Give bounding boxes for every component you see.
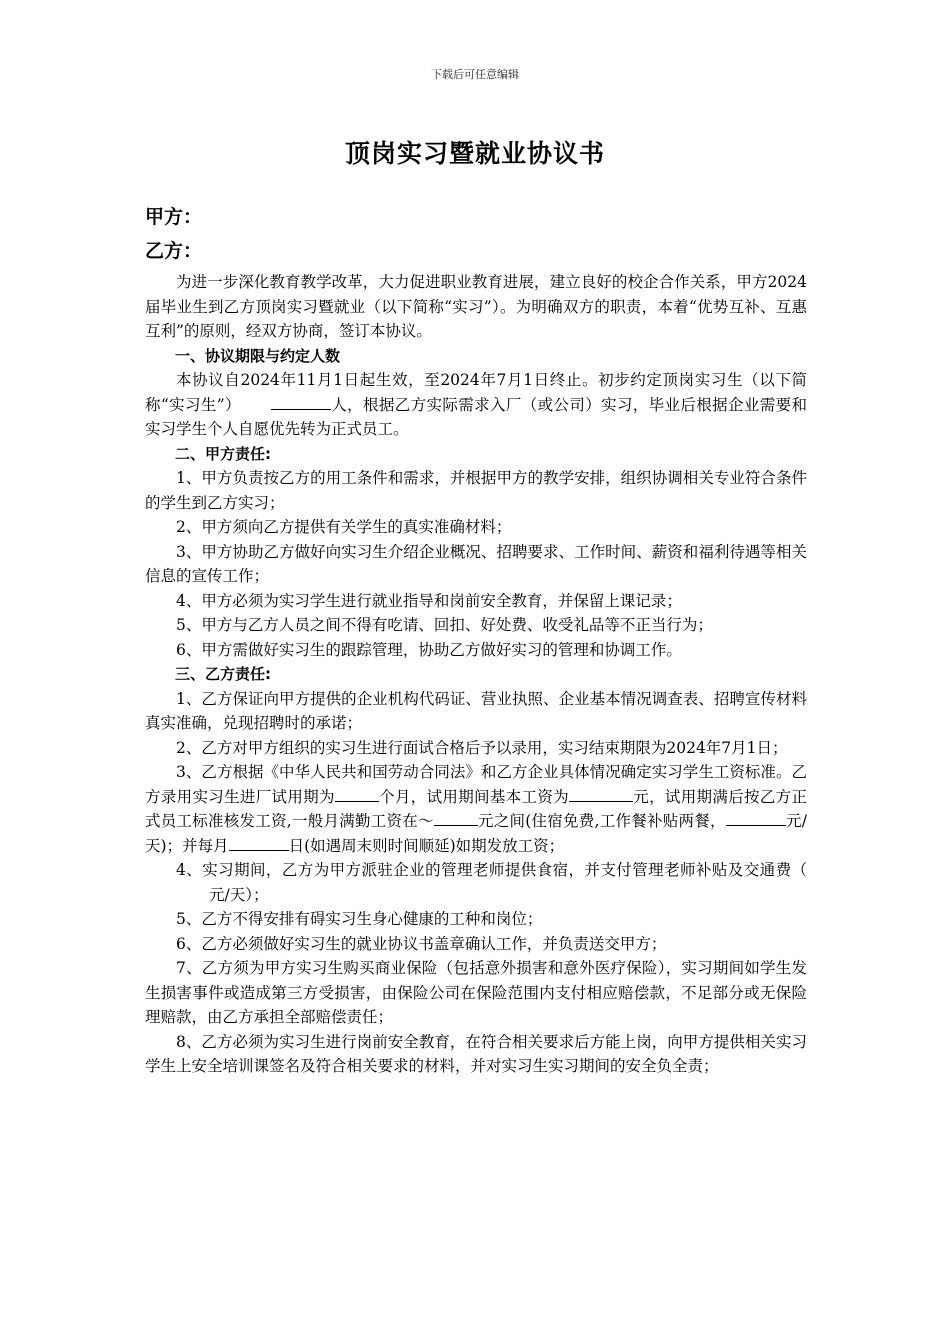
section-2-item-6: 6、甲方需做好实习生的跟踪管理，协助乙方做好实习的管理和协调工作。 [176, 640, 682, 659]
section-3-item-7: 7、乙方须为甲方实习生购买商业保险（包括意外损害和意外医疗保险），实习期间如学生发生损害事件或造成第三方受损害，由保险公司在保险范围内支付相应赔偿款，不足部分或无保险理赔款，由乙方承担全部赔偿责任； [145, 959, 807, 1026]
section-2-item-4: 4、甲方必须为实习学生进行就业指导和岗前安全教育，并保留上课记录； [176, 591, 682, 610]
party-a-label: 甲方： [145, 206, 203, 228]
teacher-text-2: 元/天）； [209, 885, 269, 904]
document-title: 顶岗实习暨就业协议书 [344, 139, 605, 168]
section-3-item-6: 6、乙方必须做好实习生的就业协议书盖章确认工作，并负责送交甲方； [176, 934, 667, 953]
wage-text-6: 日(如遇周末则时间顺延)如期发放工资； [288, 836, 565, 855]
section-2-item-1: 1、甲方负责按乙方的用工条件和需求，并根据甲方的教学安排，组织协调相关专业符合条件的学生到乙方实习； [145, 469, 807, 512]
section-3-item-4 [145, 858, 807, 907]
wage-text-2: 个月，试用期间基本工资为 [378, 787, 569, 806]
section-1-heading: 一、协议期限与约定人数 [175, 346, 341, 365]
section-3-item-5: 5、乙方不得安排有碍实习生身心健康的工种和岗位； [176, 910, 543, 928]
section-2-heading: 二、甲方责任: [175, 444, 271, 463]
wage-text-1: 3、乙方根据《中华人民共和国劳动合同法》和乙方企业具体情况确定实习学生工资标准。乙方录用实习生进厂试用期为 [145, 763, 807, 806]
wage-text-5: 元/天)；并每月 [145, 812, 807, 855]
intro-paragraph: 为进一步深化教育教学改革，大力促进职业教育进展，建立良好的校企合作关系，甲方2024届毕业生到乙方顶岗实习暨就业（以下简称“实习”）。为明确双方的职责，本着“优势互补、互惠互利”的原则，经双方协商，签订本协议。 [145, 273, 807, 340]
section-3-item-8: 8、乙方必须为实习生进行岗前安全教育，在符合相关要求后方能上岗，向甲方提供相关实习学生上安全培训课签名及符合相关要求的材料，并对实习生实习期间的安全负全责； [145, 1032, 807, 1075]
section-1-text-a: 本协议自2024年11月1日起生效，至2024年7月1日终止。初步约定顶岗实习生（以下简称“实习生”） [145, 371, 807, 414]
section-3-item-3 [145, 760, 807, 858]
payday-blank [229, 834, 289, 851]
intern-count-blank [271, 393, 331, 410]
section-3-item-2: 2、乙方对甲方组织的实习生进行面试合格后予以录用，实习结束期限为2024年7月1日； [176, 738, 788, 757]
monthly-wage-blank [434, 809, 478, 826]
wage-text-3: 元，试用期满后按乙方正式员工标准核发工资,一般月满勤工资在～ [145, 787, 807, 830]
wage-text-4: 元之间(住宿免费,工作餐补贴两餐， [477, 812, 726, 830]
document-body [145, 270, 807, 1079]
teacher-text-1: 4、实习期间，乙方为甲方派驻企业的管理老师提供食宿，并支付管理老师补贴及交通费（ [176, 861, 807, 879]
section-2-item-5: 5、甲方与乙方人员之间不得有吃请、回扣、好处费、收受礼品等不正当行为； [176, 616, 713, 634]
section-2-item-2: 2、甲方须向乙方提供有关学生的真实准确材料； [176, 518, 512, 536]
section-3-heading: 三、乙方责任: [175, 665, 271, 683]
header-note: 下载后可任意编辑 [431, 68, 519, 81]
section-1-text-b: 人，根据乙方实际需求入厂（或公司）实习，毕业后根据企业需要和实习学生个人自愿优先转为正式员工。 [145, 395, 807, 438]
section-3-item-1: 1、乙方保证向甲方提供的企业机构代码证、营业执照、企业基本情况调查表、招聘宣传材料真实准确，兑现招聘时的承诺； [145, 689, 807, 732]
section-2-item-3: 3、甲方协助乙方做好向实习生介绍企业概况、招聘要求、工作时间、薪资和福利待遇等相关信息的宣传工作； [145, 542, 807, 585]
section-1-paragraph [145, 368, 807, 442]
probation-months-blank [335, 785, 379, 802]
probation-wage-blank [569, 785, 633, 802]
party-b-label: 乙方： [145, 240, 203, 262]
meal-allowance-blank [726, 809, 786, 826]
